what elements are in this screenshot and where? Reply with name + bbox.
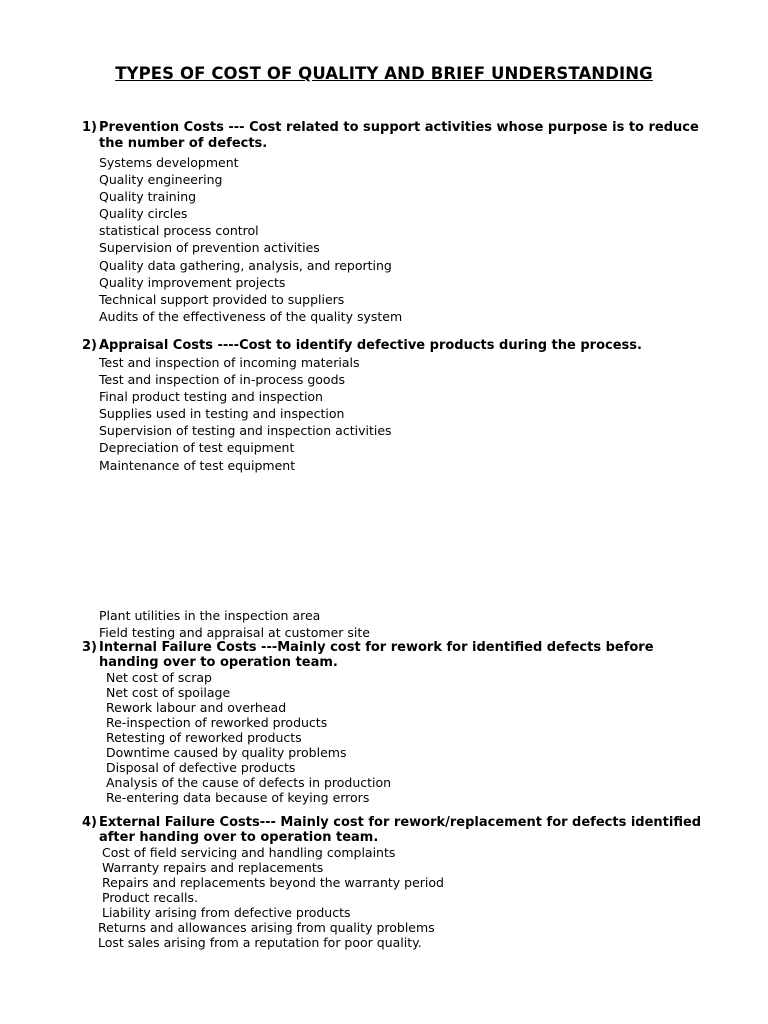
list-item: Supplies used in testing and inspection: [99, 406, 345, 422]
list-item: Product recalls.: [102, 890, 198, 905]
section-heading-line: after handing over to operation team.: [99, 830, 379, 845]
list-item: Systems development: [99, 155, 239, 170]
list-item: Quality improvement projects: [99, 274, 286, 290]
section-item-list-continued: [99, 607, 370, 641]
section-heading-line: handing over to operation team.: [99, 655, 338, 670]
section-heading-line: External Failure Costs--- Mainly cost for rework/replacement for defects identified: [99, 815, 702, 830]
list-item: Net cost of spoilage: [106, 685, 231, 700]
section-item-list: [99, 354, 392, 474]
section-number: 3): [82, 640, 97, 655]
list-item: Warranty repairs and replacements: [102, 860, 324, 875]
section-heading: [99, 640, 654, 670]
list-item: Field testing and appraisal at customer site: [99, 625, 370, 641]
list-item: Test and inspection of in-process goods: [99, 372, 346, 388]
list-item: Final product testing and inspection: [99, 389, 323, 405]
document-title: TYPES OF COST OF QUALITY AND BRIEF UNDERSTANDING: [115, 64, 653, 83]
list-item: Supervision of prevention activities: [99, 240, 320, 256]
section-heading-line: Internal Failure Costs ---Mainly cost for rework for identified defects before: [99, 640, 654, 655]
list-item: Rework labour and overhead: [106, 700, 287, 715]
list-item: Audits of the effectiveness of the quality system: [99, 308, 403, 324]
section-item-list: [99, 154, 402, 325]
section-item-list: [106, 670, 391, 805]
section-heading-line: Prevention Costs --- Cost related to support activities whose purpose is to reduce: [99, 120, 699, 135]
list-item: Quality training: [99, 189, 197, 205]
list-item: Liability arising from defective products: [102, 905, 351, 920]
section-heading-line: Appraisal Costs ----Cost to identify defective products during the process.: [99, 338, 642, 353]
list-item: Lost sales arising from a reputation for poor quality.: [98, 935, 422, 950]
section-item-list: [102, 845, 444, 920]
list-item: Technical support provided to suppliers: [99, 291, 345, 307]
list-item: Downtime caused by quality problems: [106, 745, 347, 760]
list-item: Re-inspection of reworked products: [106, 715, 328, 730]
list-item: Net cost of scrap: [106, 670, 212, 685]
list-item: Supervision of testing and inspection activities: [99, 423, 392, 439]
section-item-list-continued: [98, 920, 435, 950]
list-item: Depreciation of test equipment: [99, 440, 295, 456]
list-item: Maintenance of test equipment: [99, 457, 296, 473]
section-heading: [99, 120, 699, 152]
section-heading: [99, 815, 701, 845]
list-item: Plant utilities in the inspection area: [99, 608, 321, 623]
list-item: Returns and allowances arising from quality problems: [98, 920, 435, 935]
list-item: Disposal of defective products: [106, 760, 296, 775]
section-number: 4): [82, 815, 97, 830]
section-number: 2): [82, 338, 97, 353]
list-item: Quality engineering: [99, 172, 223, 188]
list-item: Quality circles: [99, 206, 188, 222]
list-item: Repairs and replacements beyond the warranty period: [102, 875, 444, 890]
section-heading-line: the number of defects.: [99, 136, 268, 151]
section-heading: [99, 338, 642, 354]
list-item: Test and inspection of incoming materials: [99, 355, 360, 370]
list-item: Quality data gathering, analysis, and reporting: [99, 257, 392, 273]
list-item: Cost of field servicing and handling complaints: [102, 845, 396, 860]
list-item: statistical process control: [99, 223, 259, 239]
list-item: Analysis of the cause of defects in production: [106, 775, 392, 790]
list-item: Re-entering data because of keying errors: [106, 790, 370, 805]
list-item: Retesting of reworked products: [106, 730, 302, 745]
section-number: 1): [82, 120, 97, 135]
